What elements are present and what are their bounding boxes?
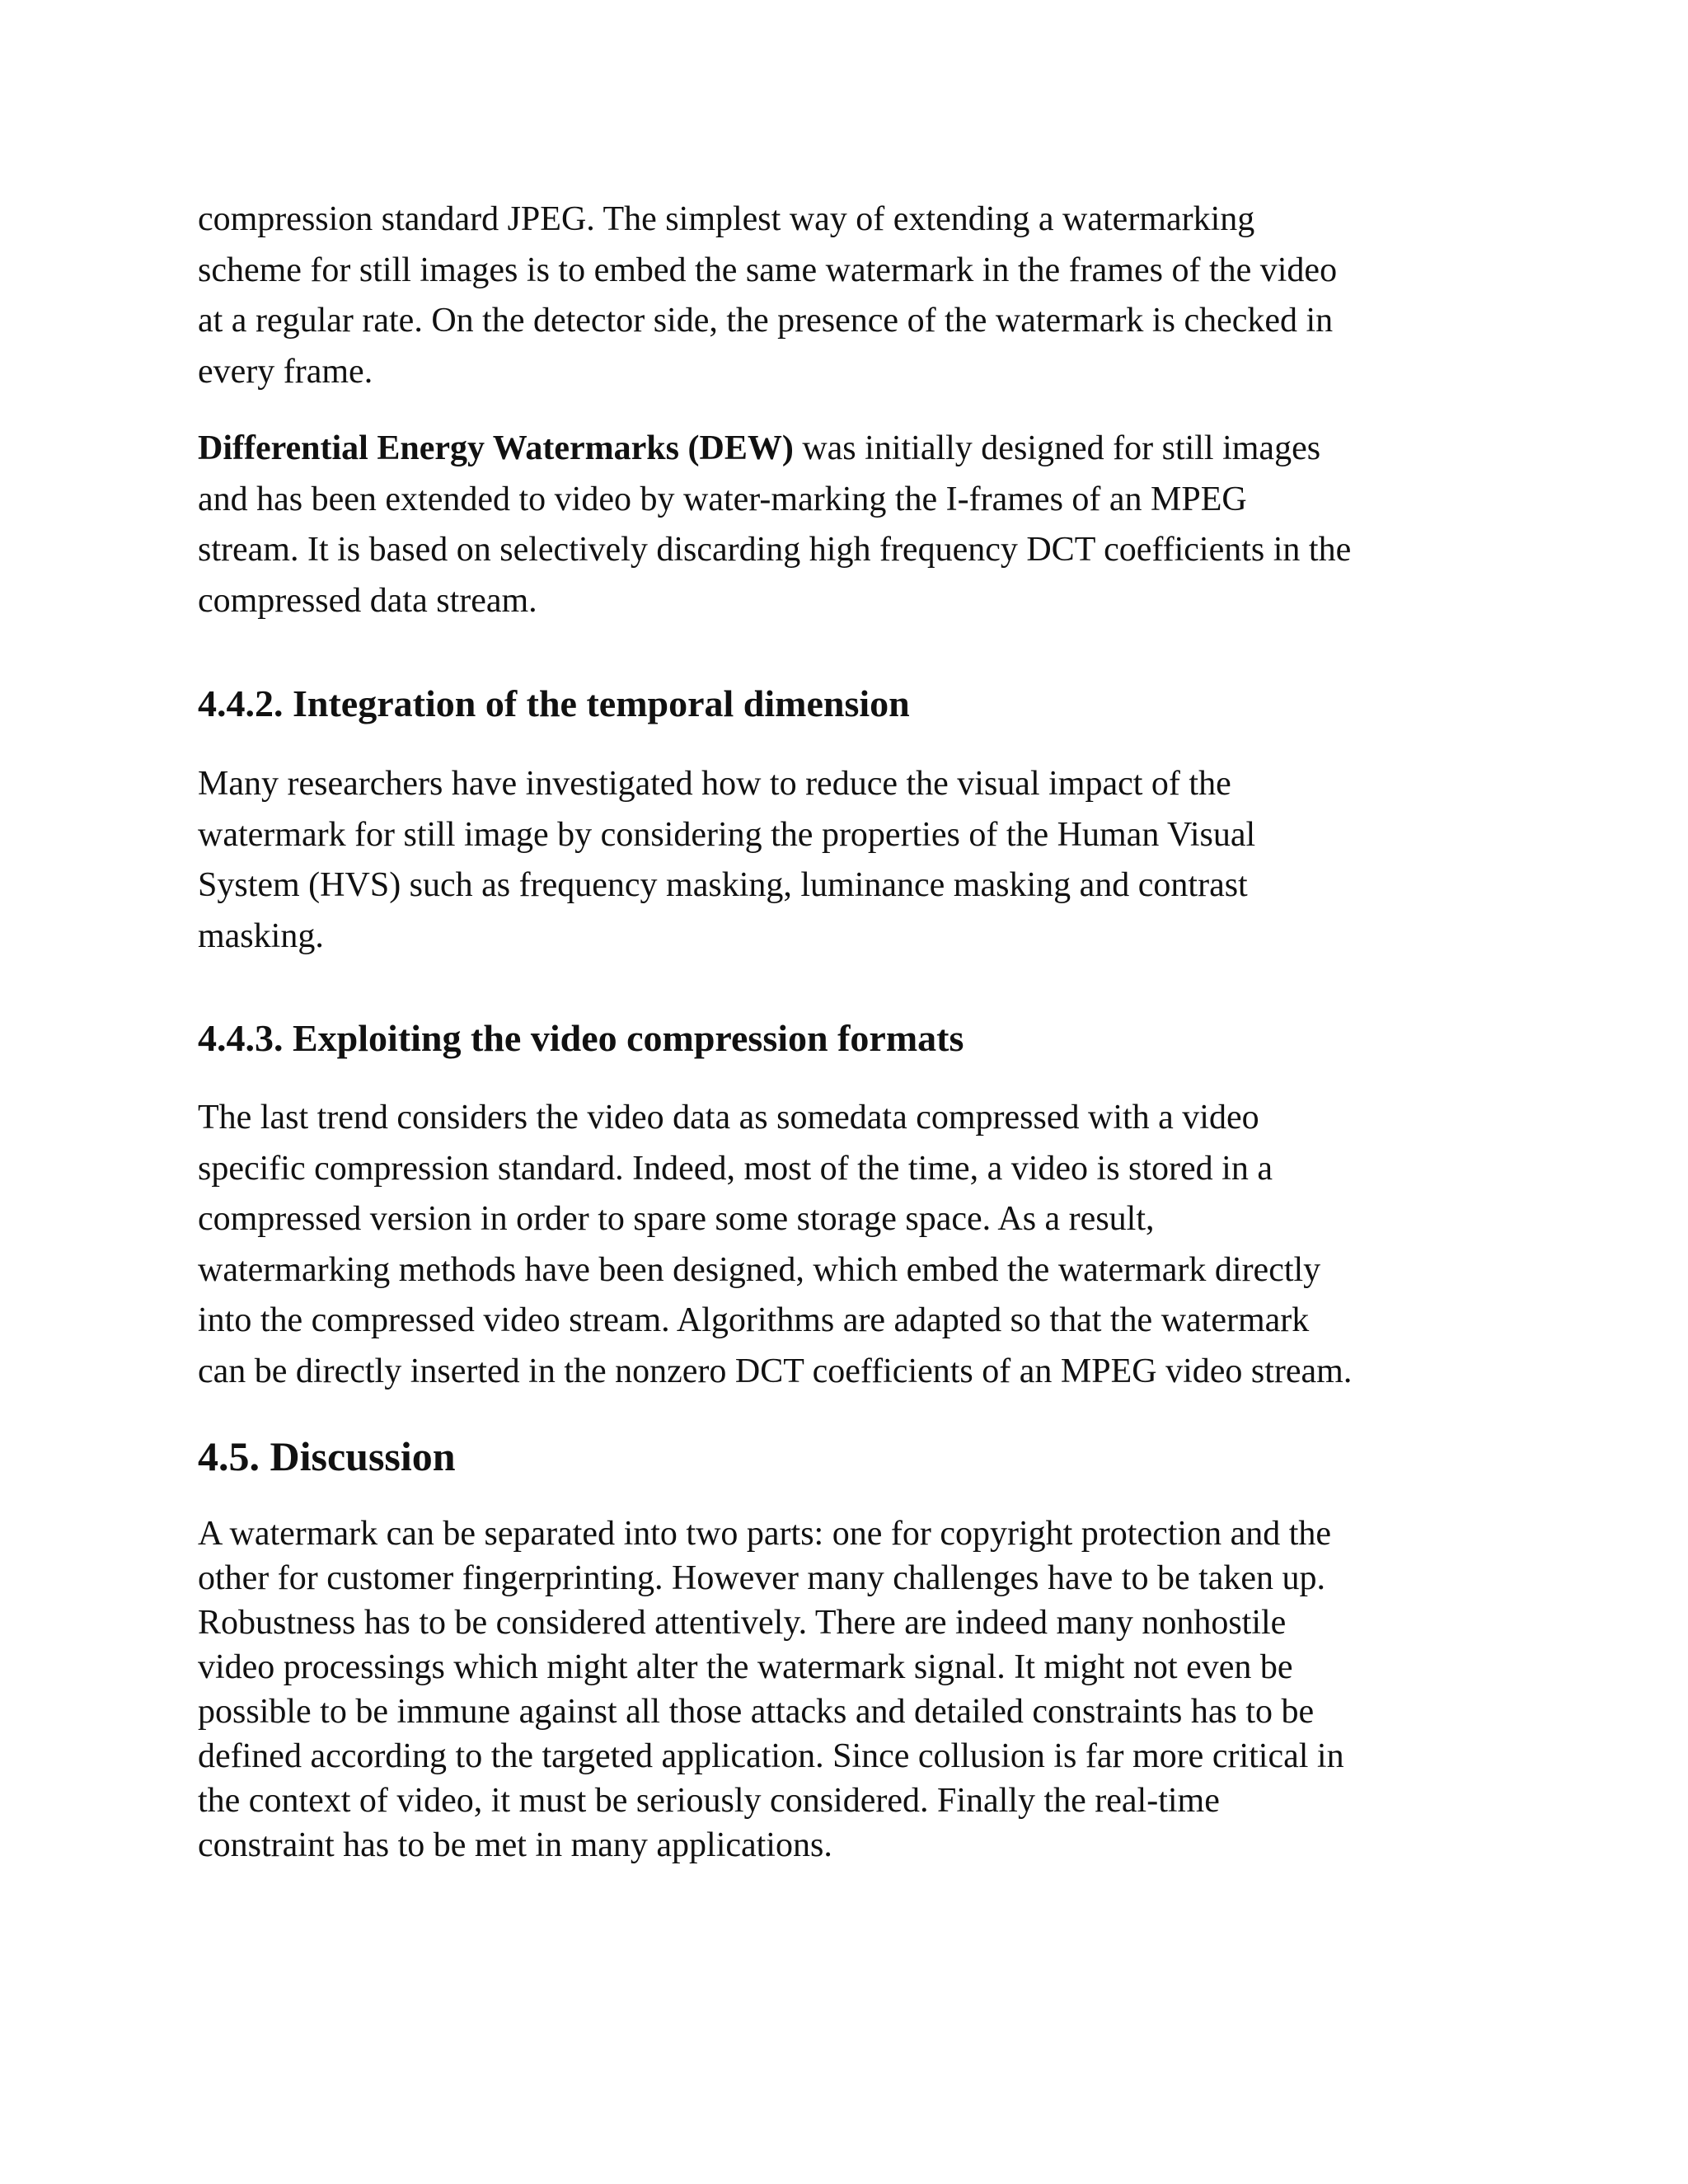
- text-line: stream. It is based on selectively discarding high frequency DCT coefficients in the: [198, 531, 1352, 569]
- text-line: [198, 424, 1500, 475]
- text-line: scheme for still images is to embed the same watermark in the frames of the video: [198, 251, 1338, 289]
- text-line: watermarking methods have been designed, which embed the watermark directly: [198, 1250, 1321, 1289]
- text-line: into the compressed video stream. Algorithms are adapted so that the watermark: [198, 1301, 1310, 1339]
- paragraph-442: [198, 759, 1500, 962]
- text-line: compressed data stream.: [198, 581, 537, 620]
- text-line: the context of video, it must be seriously considered. Finally the real-time: [198, 1782, 1220, 1820]
- text-line: masking.: [198, 916, 324, 955]
- text-line: System (HVS) such as frequency masking, luminance masking and contrast: [198, 866, 1248, 904]
- text-line: compressed version in order to spare some storage space. As a result,: [198, 1200, 1155, 1238]
- text-line: constraint has to be met in many applications.: [198, 1826, 832, 1864]
- paragraph-443: [198, 1093, 1500, 1397]
- text-line: compression standard JPEG. The simplest way of extending a watermarking: [198, 200, 1255, 238]
- paragraph-dew: [198, 424, 1500, 626]
- text-line: video processings which might alter the watermark signal. It might not even be: [198, 1648, 1293, 1686]
- text-line: Robustness has to be considered attentively. There are indeed many nonhostile: [198, 1604, 1287, 1642]
- text-line: A watermark can be separated into two parts: one for copyright protection and the: [198, 1515, 1332, 1553]
- section-heading-45: 4.5. Discussion: [198, 1433, 456, 1479]
- text-line: The last trend considers the video data as somedata compressed with a video: [198, 1099, 1259, 1137]
- text-line: defined according to the targeted application. Since collusion is far more critical in: [198, 1737, 1344, 1775]
- text-line: every frame.: [198, 352, 373, 391]
- section-heading-443: 4.4.3. Exploiting the video compression formats: [198, 1017, 964, 1059]
- dew-term: Differential Energy Watermarks (DEW): [198, 429, 794, 467]
- text-line: Many researchers have investigated how to reduce the visual impact of the: [198, 765, 1231, 803]
- text-line: at a regular rate. On the detector side, the presence of the watermark is checked in: [198, 302, 1334, 340]
- text-line: and has been extended to video by water-marking the I-frames of an MPEG: [198, 480, 1247, 518]
- dew-line1-rest: was initially designed for still images: [793, 429, 1321, 467]
- text-line: possible to be immune against all those attacks and detailed constraints has to be: [198, 1693, 1315, 1731]
- section-heading-442: 4.4.2. Integration of the temporal dimension: [198, 682, 910, 724]
- text-line: other for customer fingerprinting. However many challenges have to be taken up.: [198, 1559, 1326, 1597]
- text-line: specific compression standard. Indeed, most of the time, a video is stored in a: [198, 1149, 1273, 1188]
- text-line: watermark for still image by considering the properties of the Human Visual: [198, 815, 1256, 854]
- paragraph-45: [198, 1511, 1500, 1868]
- paragraph-intro: [198, 194, 1500, 397]
- text-line: can be directly inserted in the nonzero DCT coefficients of an MPEG video stream.: [198, 1352, 1353, 1390]
